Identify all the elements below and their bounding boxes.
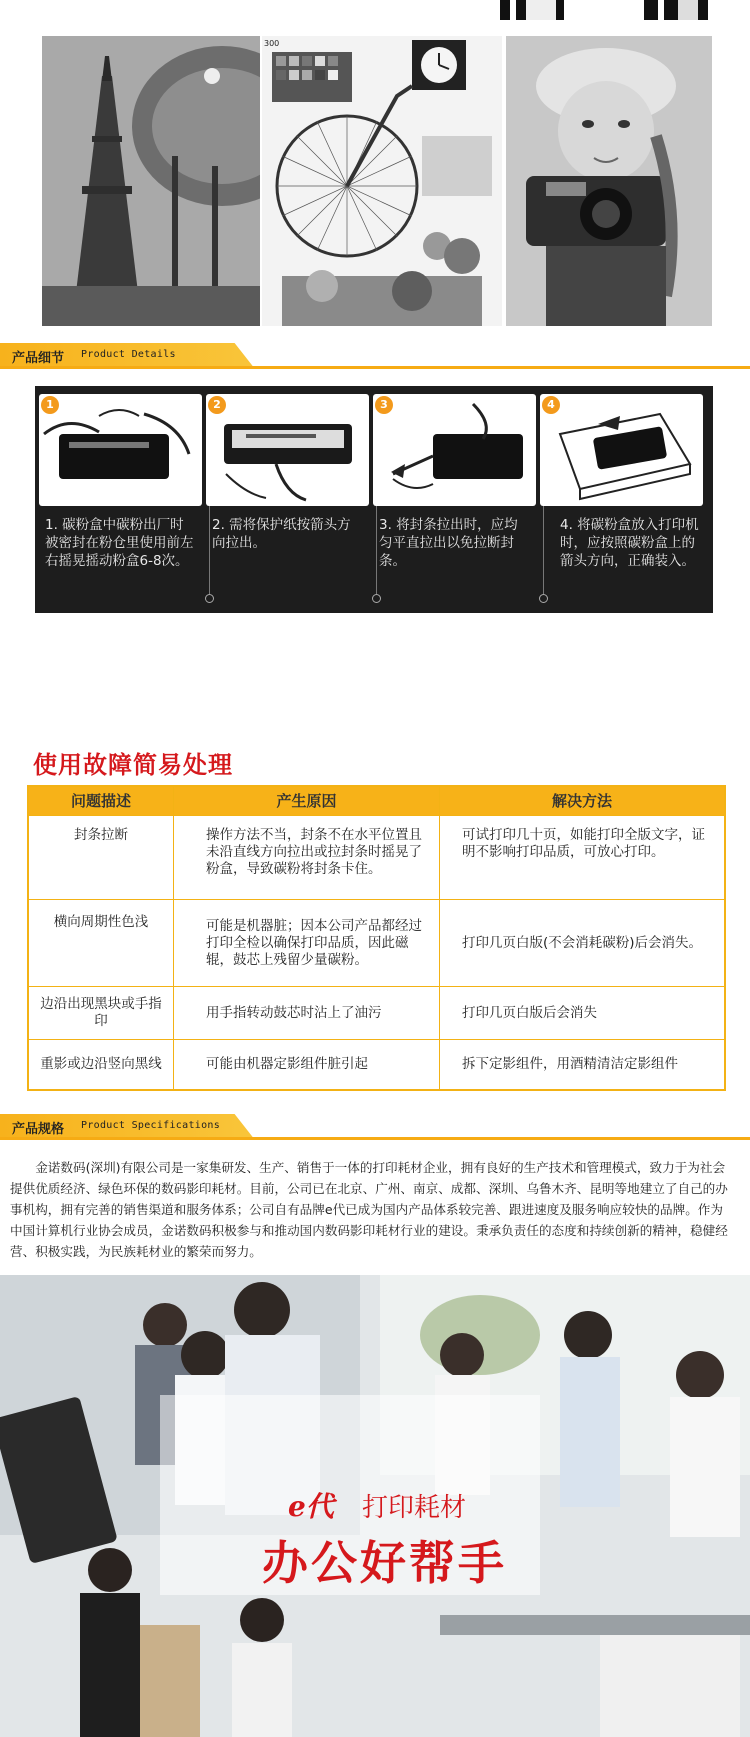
table-header-row (29, 787, 724, 815)
step-description: 3. 将封条拉出时，应均匀平直拉出以免拉断封条。 (379, 517, 518, 569)
step-number-badge: 3 (375, 396, 393, 414)
header-problem: 问题描述 (29, 787, 173, 815)
table-row (29, 899, 724, 986)
step-number-badge: 1 (41, 396, 59, 414)
product-specs-subtitle: Product Specifications (81, 1120, 221, 1131)
product-specs-header (0, 1114, 750, 1140)
installation-steps-panel (35, 386, 713, 613)
cause-cell: 可能由机器定影组件脏引起 (173, 1040, 439, 1089)
remove-protective-paper-illustration (206, 394, 369, 506)
step-3 (373, 394, 536, 605)
office-team-banner (0, 1275, 750, 1737)
solution-cell: 打印几页白版(不会消耗碳粉)后会消失。 (439, 900, 724, 986)
brand-tagline: 打印耗材 (362, 1493, 467, 1523)
cause-cell: 操作方法不当，封条不在水平位置且未沿直线方向拉出或拉封条时摇晃了粉盒，导致碳粉将封条卡住。 (173, 816, 439, 899)
step-description: 2. 需将保护纸按箭头方向拉出。 (212, 517, 351, 551)
solution-cell: 拆下定影组件，用酒精清洁定影组件 (439, 1040, 724, 1089)
shake-cartridge-illustration (39, 394, 202, 506)
color-chart-bicycle-photo (262, 36, 502, 326)
top-stripe-decoration (500, 0, 716, 20)
table-row (29, 1039, 724, 1089)
insert-cartridge-illustration (540, 394, 703, 506)
girl-with-camera-photo (506, 36, 712, 326)
solution-cell: 打印几页白版后会消失 (439, 987, 724, 1039)
step-description: 4. 将碳粉盒放入打印机时，应按照碳粉盒上的箭头方向，正确装入。 (560, 517, 699, 569)
color-test-chart (272, 52, 352, 102)
pull-seal-illustration (373, 394, 536, 506)
cause-cell: 可能是机器脏；因本公司产品都经过打印全检以确保打印品质，因此磁辊，鼓芯上残留少量碳粉。 (173, 900, 439, 986)
table-row (29, 815, 724, 899)
print-sample-gallery (42, 36, 712, 326)
product-specs-title: 产品规格 (12, 1122, 65, 1137)
troubleshooting-table (27, 785, 726, 1091)
step-number-badge: 2 (208, 396, 226, 414)
problem-cell: 横向周期性色浅 (53, 914, 149, 930)
step-4 (540, 394, 703, 605)
brand-logo: e代 (288, 1490, 334, 1523)
header-solution: 解决方法 (439, 787, 724, 815)
step-description: 1. 碳粉盒中碳粉出厂时被密封在粉仓里使用前左右摇晃摇动粉盒6-8次。 (45, 517, 194, 569)
product-details-header (0, 343, 750, 369)
eiffel-tower-photo (42, 36, 260, 326)
step-2 (206, 394, 369, 605)
company-description: 金诺数码(深圳)有限公司是一家集研发、生产、销售于一体的打印耗材企业，拥有良好的生产技术和管理模式，致力于为社会提供优质经济、绿色环保的数码影印耗材。目前，公司已在北京、广州、南京、成都、深圳、乌鲁木齐、昆明等地建立了自己的办事机构，拥有完善的销售渠道和服务体系；公司自有品牌e代已成为国内产品体系较完善、跟进速度及服务响应较快的品牌。作为中国计算机行业协会成员，金诺数码积极参与和推动国内数码影印耗材行业的建设。秉承负责任的态度和持续创新的精神，稳健经营、积极实践，为民族耗材业的繁荣而努力。 (10, 1160, 728, 1259)
product-details-subtitle: Product Details (81, 349, 176, 360)
problem-cell: 重影或边沿竖向黑线 (40, 1056, 162, 1072)
solution-cell: 可试打印几十页，如能打印全版文字，证明不影响打印品质，可放心打印。 (439, 816, 724, 899)
step-1 (39, 394, 202, 605)
table-row (29, 986, 724, 1039)
chart-number-label: 300 (264, 39, 280, 48)
troubleshooting-title: 使用故障简易处理 (33, 751, 233, 779)
banner-slogan: 办公好帮手 (262, 1536, 507, 1590)
header-cause: 产生原因 (173, 787, 439, 815)
product-details-title: 产品细节 (12, 351, 65, 366)
step-number-badge: 4 (542, 396, 560, 414)
problem-cell: 封条拉断 (74, 827, 128, 843)
problem-cell: 边沿出现黑块或手指印 (40, 996, 162, 1029)
cause-cell: 用手指转动鼓芯时沾上了油污 (173, 987, 439, 1039)
